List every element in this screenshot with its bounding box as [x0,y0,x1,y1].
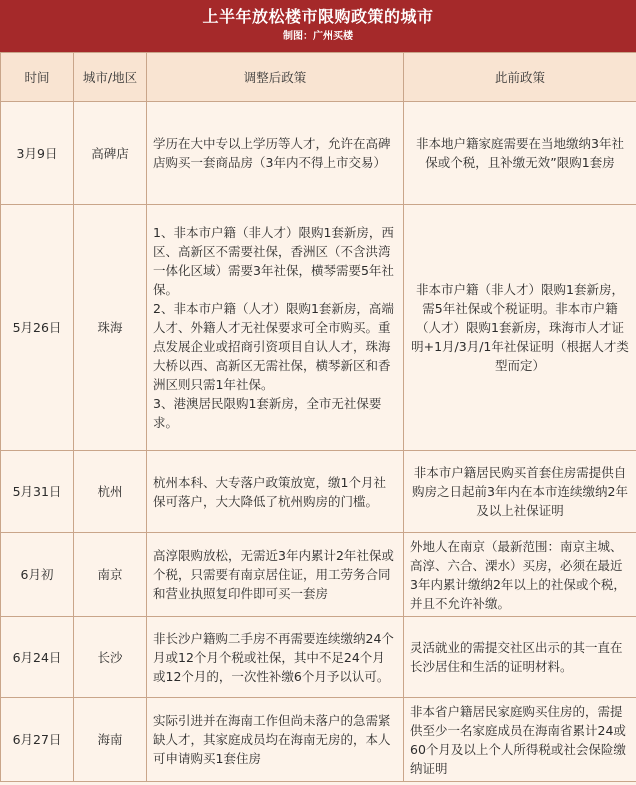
row-city: 高碑店 [74,102,147,205]
row-date: 5月26日 [1,205,74,451]
table-row [1,533,636,617]
row-adjusted-policy [147,205,404,451]
column-header-adjusted-policy: 调整后政策 [147,53,404,102]
row-previous-policy: 非本市户籍（非人才）限购1套新房，需5年社保或个税证明。非本市户籍（人才）限购1套新房，珠海市人才证明+1月/3月/1年社保证明（根据人才类型而定） [404,205,636,451]
row-adjusted-policy: 实际引进并在海南工作但尚未落户的急需紧缺人才，其家庭成员均在海南无房的，本人可申请购买1套住房 [147,698,404,782]
row-city: 珠海 [74,205,147,451]
column-header-city: 城市/地区 [74,53,147,102]
table-header-row [1,53,636,102]
table-row [1,102,636,205]
table-row [1,205,636,451]
row-adjusted-policy: 学历在大中专以上学历等人才，允许在高碑店购买一套商品房（3年内不得上市交易） [147,102,404,205]
policy-item: 1、非本市户籍（非人才）限购1套新房，西区、高新区不需要社保，香洲区（不含洪湾一体化区域）需要3年社保，横琴需要5年社保。 [153,225,394,297]
table-row [1,698,636,782]
table-row [1,617,636,698]
row-previous-policy: 非本地户籍家庭需要在当地缴纳3年社保或个税，且补缴无效”限购1套房 [404,102,636,205]
row-city: 海南 [74,698,147,782]
policy-item: 3、港澳居民限购1套新房，全市无社保要求。 [153,396,382,430]
row-date: 6月24日 [1,617,74,698]
row-date: 5月31日 [1,451,74,533]
row-adjusted-policy: 杭州本科、大专落户政策放宽，缴1个月社保可落户，大大降低了杭州购房的门槛。 [147,451,404,533]
row-city: 杭州 [74,451,147,533]
row-adjusted-policy: 非长沙户籍购二手房不再需要连续缴纳24个月或12个月个税或社保，其中不足24个月或12个月的，一次性补缴6个月予以认可。 [147,617,404,698]
row-previous-policy: 外地人在南京（最新范围：南京主城、高淳、六合、溧水）买房，必须在最近3年内累计缴纳2年以上的社保或个税，并且不允许补缴。 [404,533,636,617]
row-date: 3月9日 [1,102,74,205]
column-header-previous-policy: 此前政策 [404,53,636,102]
row-date: 6月27日 [1,698,74,782]
row-city: 长沙 [74,617,147,698]
page-title: 上半年放松楼市限购政策的城市 [202,7,434,26]
table-row [1,451,636,533]
row-date: 6月初 [1,533,74,617]
policy-table [0,52,636,782]
row-city: 南京 [74,533,147,617]
column-header-date: 时间 [1,53,74,102]
chart-credit: 制图：广州买楼 [283,31,353,42]
policy-item: 2、非本市户籍（人才）限购1套新房，高端人才、外籍人才无社保要求可全市购买。重点发展企业或招商引资项目自认人才，珠海大桥以西、高新区无需社保，横琴新区和香洲区则只需1年社保。 [153,301,394,392]
title-bar [0,0,636,52]
row-previous-policy: 非本省户籍居民家庭购买住房的，需提供至少一名家庭成员在海南省累计24或60个月及以上个人所得税或社会保险缴纳证明 [404,698,636,782]
row-adjusted-policy: 高淳限购放松，无需近3年内累计2年社保或个税，只需要有南京居住证，用工劳务合同和营业执照复印件即可买一套房 [147,533,404,617]
row-previous-policy: 灵活就业的需提交社区出示的其一直在长沙居住和生活的证明材料。 [404,617,636,698]
row-previous-policy: 非本市户籍居民购买首套住房需提供自购房之日起前3年内在本市连续缴纳2年及以上社保证明 [404,451,636,533]
